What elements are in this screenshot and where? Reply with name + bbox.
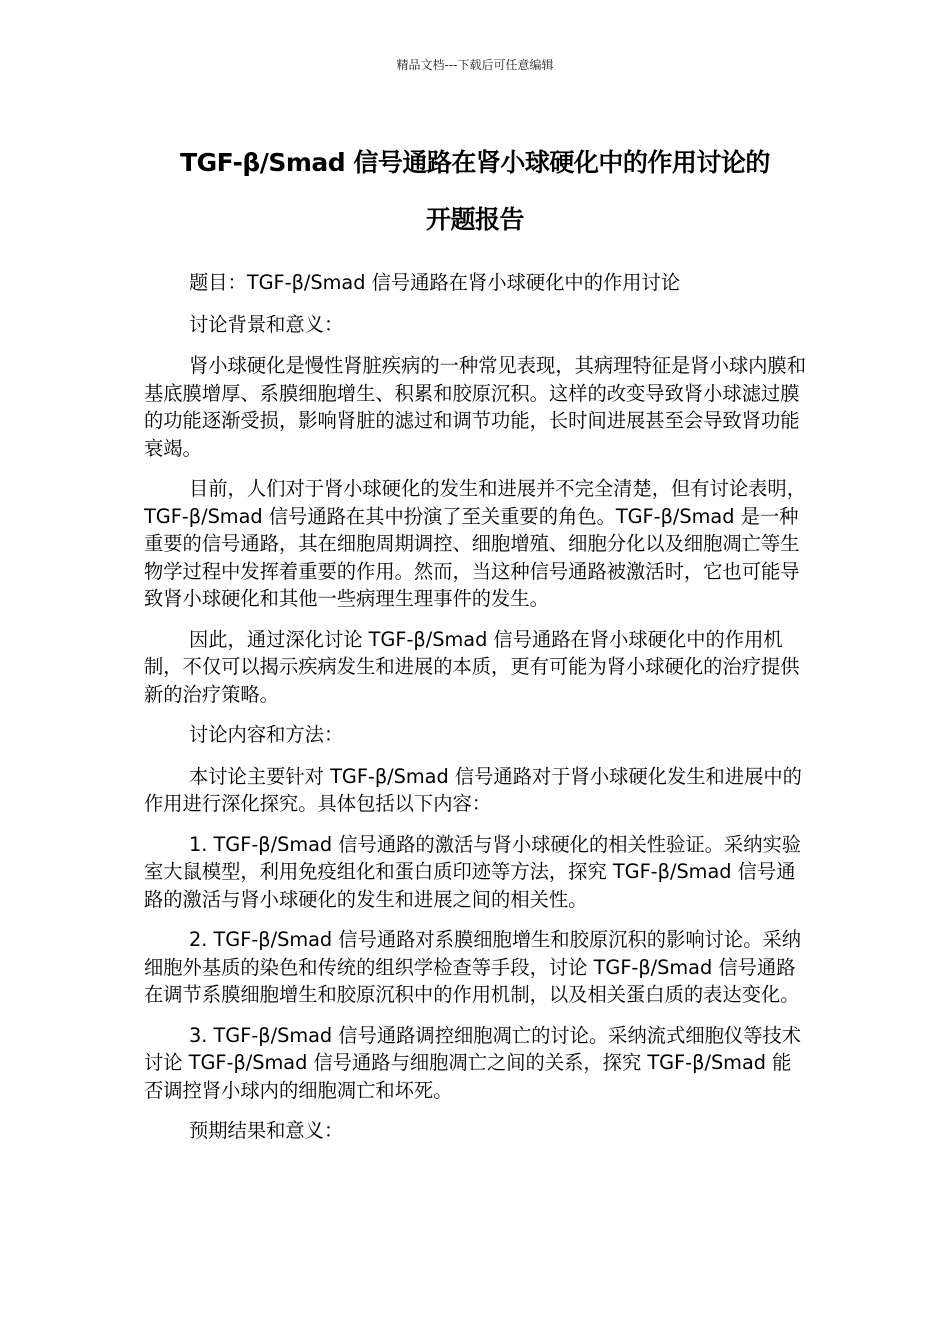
page-header-watermark: 精品文档---下载后可任意编辑	[396, 58, 554, 72]
section-heading-methods: 讨论内容和方法：	[189, 723, 344, 746]
numbered-item-1: 1. TGF-β/Smad 信号通路的激活与肾小球硬化的相关性验证。采纳实验室大鼠模型，利用免疫组化和蛋白质印迹等方法，探究 TGF-β/Smad 信号通路的激活与肾小球硬化的发生和进展之间的相关性。	[144, 832, 802, 911]
body-paragraph: 目前，人们对于肾小球硬化的发生和进展并不完全清楚，但有讨论表明，TGF-β/Smad 信号通路在其中扮演了至关重要的角色。TGF-β/Smad 是一种重要的信号通路，其在细胞周期调控、细胞增殖、细胞分化以及细胞凋亡等生物学过程中发挥着重要的作用。然而，当这种信号通路被激活时，它也可能导致肾小球硬化和其他一些病理生理事件的发生。	[144, 477, 806, 610]
numbered-item-3: 3. TGF-β/Smad 信号通路调控细胞凋亡的讨论。采纳流式细胞仪等技术讨论 TGF-β/Smad 信号通路与细胞凋亡之间的关系，探究 TGF-β/Smad 能否调控肾小球内的细胞凋亡和坏死。	[144, 1023, 802, 1102]
body-paragraph: 本讨论主要针对 TGF-β/Smad 信号通路对于肾小球硬化发生和进展中的作用进行深化探究。具体包括以下内容：	[144, 764, 802, 815]
document-title-line-1: TGF-β/Smad 信号通路在肾小球硬化中的作用讨论的	[180, 148, 770, 177]
topic-line: 题目：TGF-β/Smad 信号通路在肾小球硬化中的作用讨论	[189, 271, 681, 294]
body-paragraph: 肾小球硬化是慢性肾脏疾病的一种常见表现，其病理特征是肾小球内膜和基底膜增厚、系膜细胞增生、积累和胶原沉积。这样的改变导致肾小球滤过膜的功能逐渐受损，影响肾脏的滤过和调节功能，长时间进展甚至会导致肾功能衰竭。	[144, 354, 806, 460]
numbered-item-2: 2. TGF-β/Smad 信号通路对系膜细胞增生和胶原沉积的影响讨论。采纳细胞外基质的染色和传统的组织学检查等手段，讨论 TGF-β/Smad 信号通路在调节系膜细胞增生和胶原沉积中的作用机制，以及相关蛋白质的表达变化。	[144, 928, 802, 1006]
document-title-line-2: 开题报告	[425, 205, 524, 234]
document-title	[130, 134, 820, 248]
document-body	[144, 269, 806, 1159]
section-heading-background: 讨论背景和意义：	[189, 312, 344, 336]
body-paragraph: 因此，通过深化讨论 TGF-β/Smad 信号通路在肾小球硬化中的作用机制，不仅可以揭示疾病发生和进展的本质，更有可能为肾小球硬化的治疗提供新的治疗策略。	[144, 627, 800, 706]
section-heading-expected-results: 预期结果和意义：	[189, 1119, 344, 1142]
